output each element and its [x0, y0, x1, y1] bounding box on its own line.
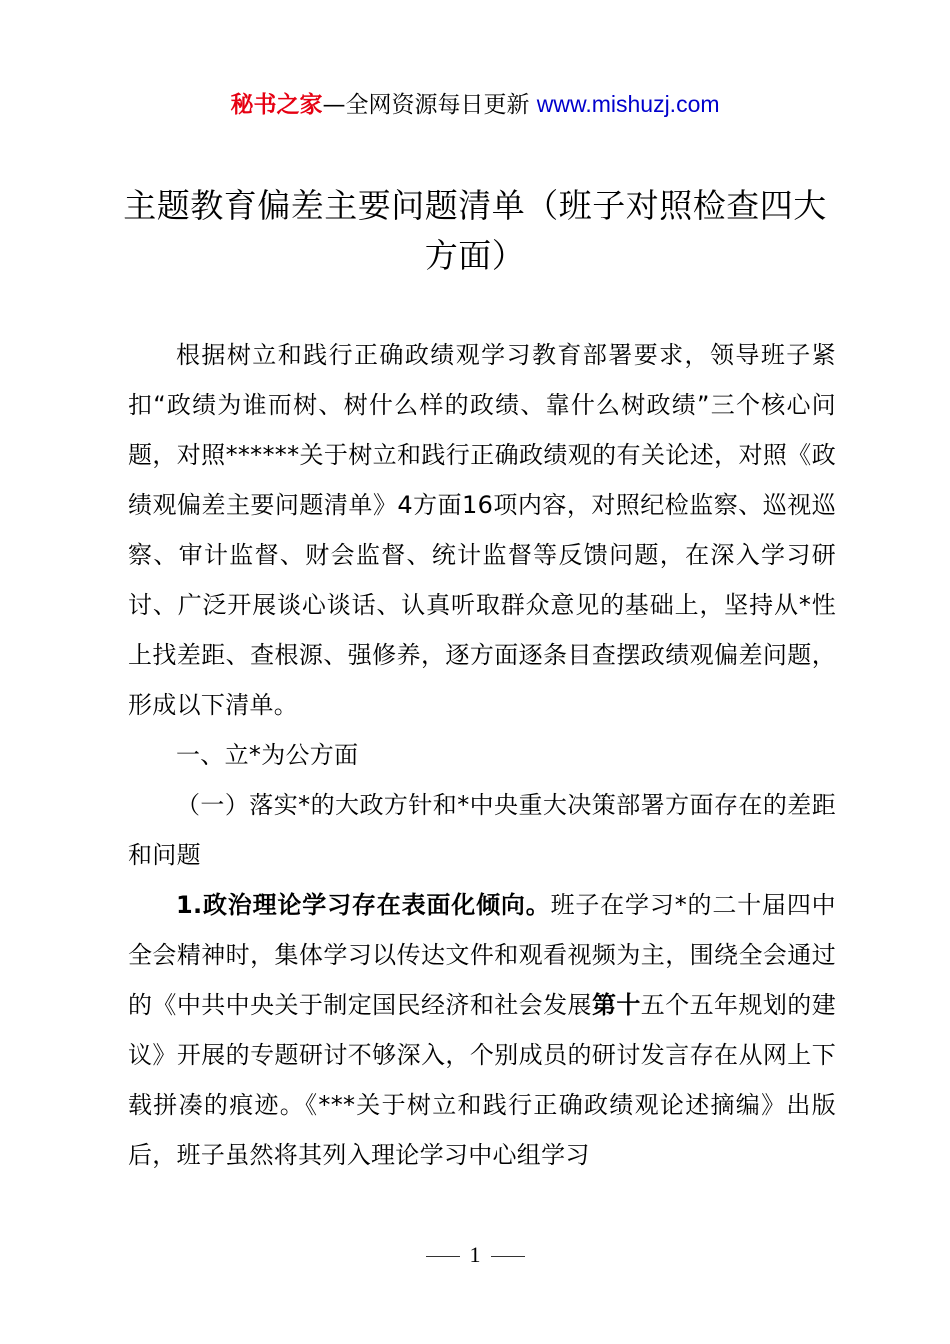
subsection-heading: （一）落实*的大政方针和*中央重大决策部署方面存在的差距和问题: [128, 791, 836, 869]
item-paragraph: [128, 880, 836, 1180]
page-number: [0, 1240, 950, 1270]
site-header: [0, 88, 950, 121]
document-body: [128, 330, 836, 1180]
item-body-part-b: 五个五年规划的建议》开展的专题研讨不够深入，个别成员的研讨发言存在从网上下载拼凑的痕迹。《***关于树立和践行正确政绩观论述摘编》出版后，班子虽然将其列入理论学习中心组学习: [128, 991, 837, 1169]
page-number-value: 1: [469, 1242, 481, 1267]
site-brand: 秘书之家: [230, 92, 323, 118]
site-tagline: —全网资源每日更新: [322, 92, 537, 118]
item-body-bold: 第十: [591, 991, 641, 1019]
section-heading: 一、立*为公方面: [176, 741, 359, 769]
item-body-part-a: 班子在学习*的二十届四中全会精神时，集体学习以传达文件和观看视频为主，围绕全会通过的《中共中央关于制定国民经济和社会发展: [128, 891, 836, 1019]
page-number-left-dash: [426, 1256, 460, 1257]
page-number-right-dash: [491, 1256, 525, 1257]
document-title: 主题教育偏差主要问题清单（班子对照检查四大方面）: [123, 186, 827, 275]
site-url-link[interactable]: www.mishuzj.com: [536, 91, 720, 117]
intro-paragraph: 根据树立和践行正确政绩观学习教育部署要求，领导班子紧扣“政绩为谁而树、树什么样的政绩、靠什么树政绩”三个核心问题，对照******关于树立和践行正确政绩观的有关论述，对照《政绩观偏差主要问题清单》4方面16项内容，对照纪检监察、巡视巡察、审计监督、财会监督、统计监督等反馈问题，在深入学习研讨、广泛开展谈心谈话、认真听取群众意见的基础上，坚持从*性上找差距、查根源、强修养，逐方面逐条目查摆政绩观偏差问题，形成以下清单。: [128, 341, 836, 719]
item-lead: 1.政治理论学习存在表面化倾向。: [176, 891, 551, 919]
